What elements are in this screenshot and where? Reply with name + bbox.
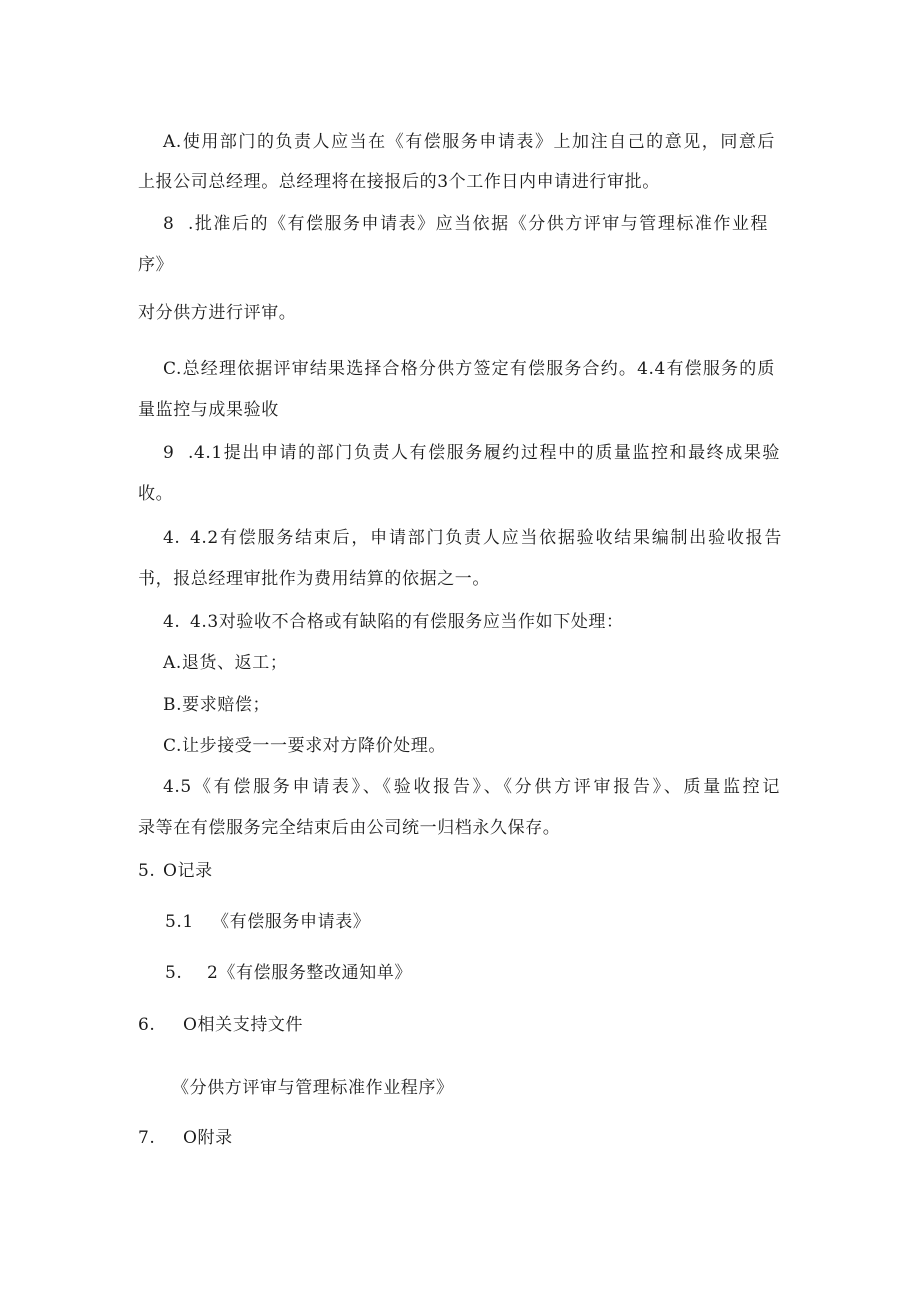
section-5-2-title: 2《有偿服务整改通知单》 [207, 963, 413, 983]
list-item-a: A.退货、返工； [163, 653, 288, 673]
paragraph-9-line2: 收。 [138, 484, 174, 504]
paragraph-8-number: 8 [163, 214, 175, 234]
section-5-number: 5. [138, 861, 156, 881]
paragraph-4-5-line2: 录等在有偿服务完全结束后由公司统一归档永久保存。 [138, 818, 561, 838]
list-item-b: B.要求赔偿； [163, 695, 271, 715]
paragraph-8-line1: .批准后的《有偿服务申请表》应当依据《分供方评审与管理标准作业程 [188, 214, 768, 234]
section-5-1-number: 5.1 [165, 912, 194, 932]
paragraph-a-line2: 上报公司总经理。总经理将在接报后的3个工作日内申请进行审批。 [138, 172, 660, 192]
paragraph-9-line1: .4.1提出申请的部门负责人有偿服务履约过程中的质量监控和最终成果验 [188, 443, 780, 463]
section-6-number: 6. [138, 1015, 156, 1035]
section-5-1-title: 《有偿服务申请表》 [212, 912, 371, 932]
section-7-number: 7. [138, 1128, 156, 1148]
paragraph-8-line2: 序》 [138, 255, 174, 275]
section-5-title: O记录 [163, 861, 213, 881]
paragraph-4-5-line1: 4.5《有偿服务申请表》、《验收报告》、《分供方评审报告》、质量监控记 [163, 777, 780, 797]
paragraph-4-2-number: 4. [163, 528, 181, 548]
paragraph-4-3-line1: 4.3对验收不合格或有缺陷的有偿服务应当作如下处理： [190, 612, 624, 632]
list-item-c: C.让步接受一一要求对方降价处理。 [163, 736, 447, 756]
paragraph-4-2-line1: 4.2有偿服务结束后，申请部门负责人应当依据验收结果编制出验收报告 [190, 528, 782, 548]
paragraph-4-3-number: 4. [163, 612, 181, 632]
paragraph-c-line2: 量监控与成果验收 [138, 400, 279, 420]
paragraph-c-line1: C.总经理依据评审结果选择合格分供方签定有偿服务合约。4.4有偿服务的质 [163, 359, 775, 379]
section-6-document: 《分供方评审与管理标准作业程序》 [172, 1078, 454, 1098]
paragraph-a-line1: A.使用部门的负责人应当在《有偿服务申请表》上加注自己的意见，同意后 [163, 132, 775, 152]
section-6-title: O相关支持文件 [183, 1015, 304, 1035]
paragraph-8-line3: 对分供方进行评审。 [138, 303, 297, 323]
section-5-2-number: 5. [165, 963, 183, 983]
paragraph-4-2-line2: 书，报总经理审批作为费用结算的依据之一。 [138, 569, 490, 589]
paragraph-9-number: 9 [163, 443, 175, 463]
section-7-title: O附录 [183, 1128, 233, 1148]
